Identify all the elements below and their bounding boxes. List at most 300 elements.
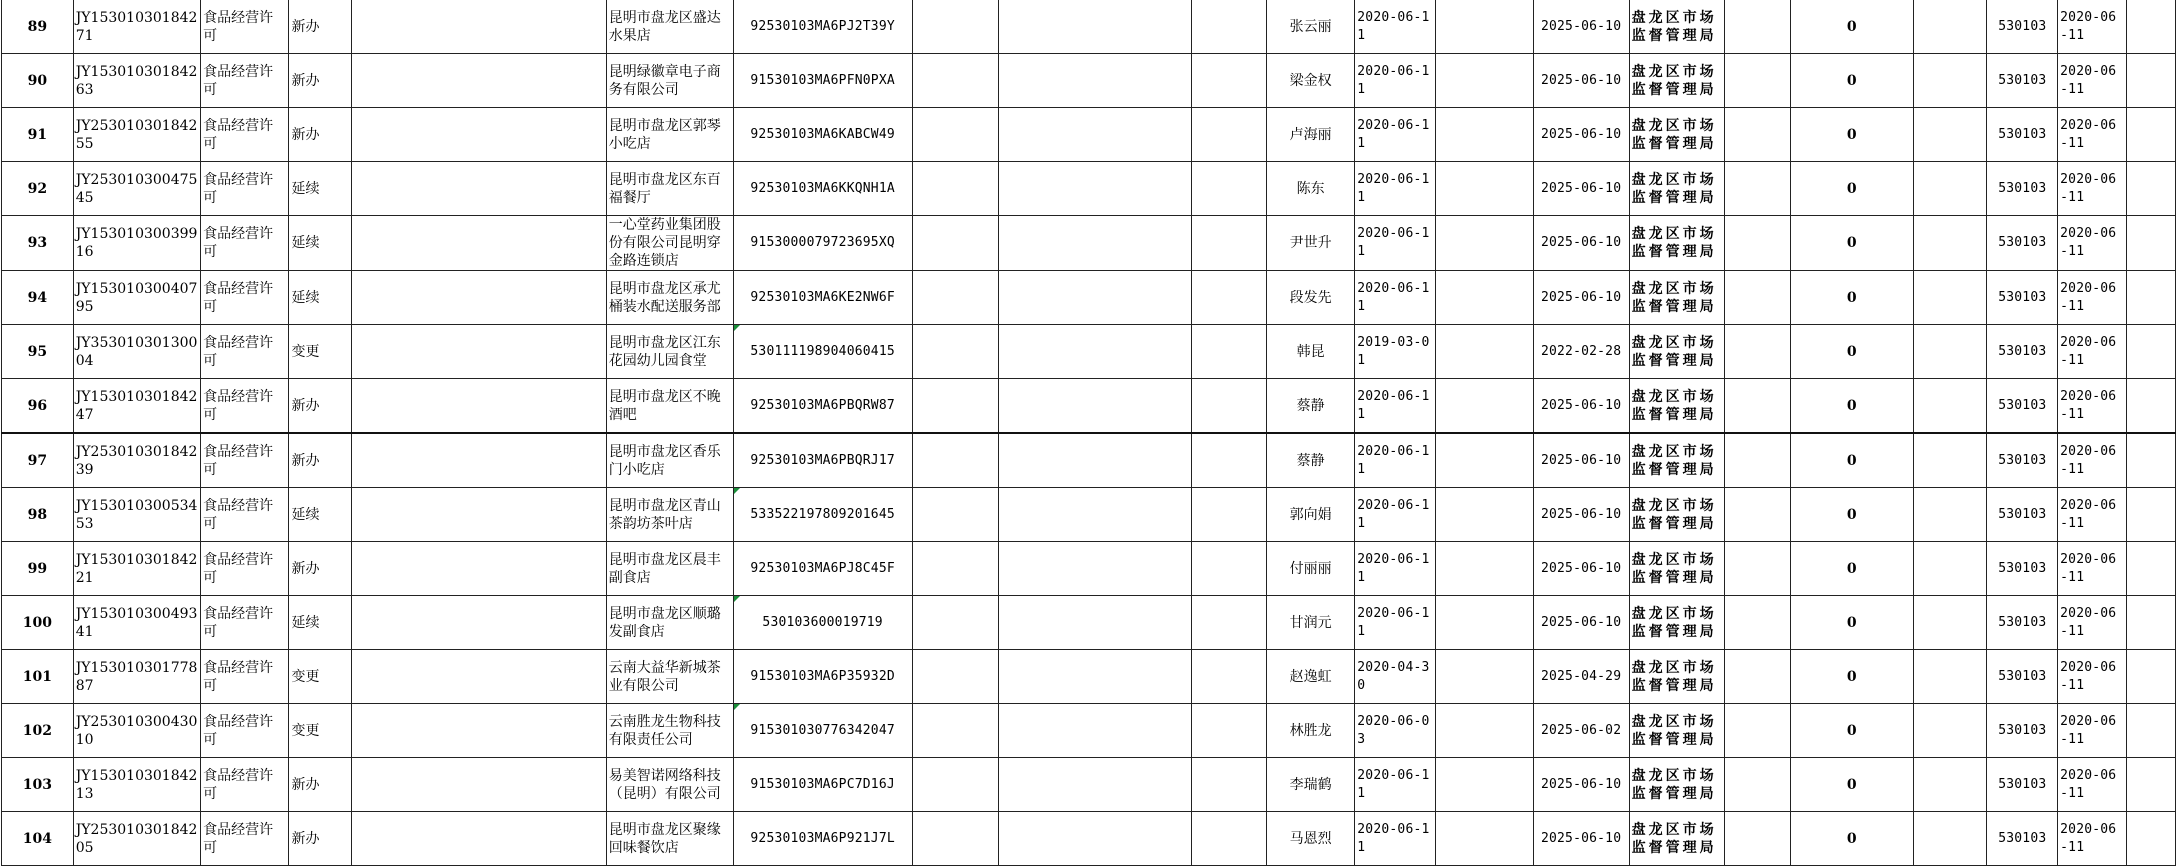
blank-cell[interactable] xyxy=(912,542,998,596)
valid-from-cell[interactable]: 2020-06-11 xyxy=(1355,542,1435,596)
blank-cell[interactable] xyxy=(998,325,1191,379)
blank-cell[interactable] xyxy=(912,650,998,704)
blank-cell[interactable] xyxy=(912,704,998,758)
status-cell[interactable]: 0 xyxy=(1790,379,1913,434)
blank-cell[interactable] xyxy=(1724,812,1790,866)
blank-cell[interactable] xyxy=(2126,271,2175,325)
blank-cell[interactable] xyxy=(1914,650,1987,704)
credit-code-cell[interactable]: 533522197809201645 xyxy=(733,488,912,542)
authority-cell[interactable]: 盘龙区市场监督管理局 xyxy=(1629,488,1724,542)
company-cell[interactable]: 昆明市盘龙区郭琴小吃店 xyxy=(606,108,733,162)
blank-cell[interactable] xyxy=(2126,542,2175,596)
blank-cell[interactable] xyxy=(1191,758,1266,812)
action-cell[interactable]: 延续 xyxy=(289,488,352,542)
valid-to-cell[interactable]: 2025-06-10 xyxy=(1533,488,1629,542)
credit-code-cell[interactable]: 530103600019719 xyxy=(733,596,912,650)
blank-cell[interactable] xyxy=(352,379,606,434)
blank-cell[interactable] xyxy=(1724,433,1790,488)
action-cell[interactable]: 变更 xyxy=(289,704,352,758)
blank-cell[interactable] xyxy=(2126,488,2175,542)
blank-cell[interactable] xyxy=(1435,542,1533,596)
seq-cell[interactable]: 96 xyxy=(2,379,74,434)
blank-cell[interactable] xyxy=(2126,162,2175,216)
blank-cell[interactable] xyxy=(1191,108,1266,162)
authority-cell[interactable]: 盘龙区市场监督管理局 xyxy=(1629,271,1724,325)
blank-cell[interactable] xyxy=(912,271,998,325)
category-cell[interactable]: 食品经营许可 xyxy=(201,0,289,54)
seq-cell[interactable]: 95 xyxy=(2,325,74,379)
permit-no-cell[interactable]: JY15301030040795 xyxy=(73,271,200,325)
authority-cell[interactable]: 盘龙区市场监督管理局 xyxy=(1629,812,1724,866)
person-cell[interactable]: 蔡静 xyxy=(1266,433,1354,488)
category-cell[interactable]: 食品经营许可 xyxy=(201,488,289,542)
valid-from-cell[interactable]: 2020-06-03 xyxy=(1355,704,1435,758)
valid-to-cell[interactable]: 2025-06-10 xyxy=(1533,379,1629,434)
region-cell[interactable]: 530103 xyxy=(1987,271,2058,325)
company-cell[interactable]: 昆明市盘龙区盛达水果店 xyxy=(606,0,733,54)
blank-cell[interactable] xyxy=(352,433,606,488)
region-cell[interactable]: 530103 xyxy=(1987,542,2058,596)
date-cell[interactable]: 2020-06-11 xyxy=(2058,812,2127,866)
blank-cell[interactable] xyxy=(1435,758,1533,812)
seq-cell[interactable]: 100 xyxy=(2,596,74,650)
permit-no-cell[interactable]: JY15301030184213 xyxy=(73,758,200,812)
action-cell[interactable]: 延续 xyxy=(289,271,352,325)
blank-cell[interactable] xyxy=(912,379,998,434)
blank-cell[interactable] xyxy=(912,162,998,216)
region-cell[interactable]: 530103 xyxy=(1987,650,2058,704)
date-cell[interactable]: 2020-06-11 xyxy=(2058,379,2127,434)
blank-cell[interactable] xyxy=(1191,379,1266,434)
valid-from-cell[interactable]: 2020-06-11 xyxy=(1355,162,1435,216)
date-cell[interactable]: 2020-06-11 xyxy=(2058,596,2127,650)
blank-cell[interactable] xyxy=(998,433,1191,488)
blank-cell[interactable] xyxy=(352,325,606,379)
blank-cell[interactable] xyxy=(912,596,998,650)
status-cell[interactable]: 0 xyxy=(1790,758,1913,812)
blank-cell[interactable] xyxy=(998,812,1191,866)
credit-code-cell[interactable]: 92530103MA6PJ2T39Y xyxy=(733,0,912,54)
blank-cell[interactable] xyxy=(1435,162,1533,216)
blank-cell[interactable] xyxy=(352,271,606,325)
category-cell[interactable]: 食品经营许可 xyxy=(201,216,289,271)
category-cell[interactable]: 食品经营许可 xyxy=(201,108,289,162)
blank-cell[interactable] xyxy=(1191,54,1266,108)
blank-cell[interactable] xyxy=(912,812,998,866)
blank-cell[interactable] xyxy=(1914,54,1987,108)
blank-cell[interactable] xyxy=(1435,596,1533,650)
valid-to-cell[interactable]: 2025-06-10 xyxy=(1533,433,1629,488)
blank-cell[interactable] xyxy=(352,812,606,866)
blank-cell[interactable] xyxy=(352,216,606,271)
company-cell[interactable]: 昆明市盘龙区晨丰副食店 xyxy=(606,542,733,596)
blank-cell[interactable] xyxy=(998,758,1191,812)
company-cell[interactable]: 云南胜龙生物科技有限责任公司 xyxy=(606,704,733,758)
blank-cell[interactable] xyxy=(2126,758,2175,812)
blank-cell[interactable] xyxy=(912,108,998,162)
person-cell[interactable]: 陈东 xyxy=(1266,162,1354,216)
blank-cell[interactable] xyxy=(352,108,606,162)
valid-from-cell[interactable]: 2020-06-11 xyxy=(1355,433,1435,488)
permit-no-cell[interactable]: JY15301030184263 xyxy=(73,54,200,108)
valid-to-cell[interactable]: 2025-06-10 xyxy=(1533,54,1629,108)
seq-cell[interactable]: 102 xyxy=(2,704,74,758)
valid-to-cell[interactable]: 2025-04-29 xyxy=(1533,650,1629,704)
blank-cell[interactable] xyxy=(1914,542,1987,596)
permit-no-cell[interactable]: JY15301030184247 xyxy=(73,379,200,434)
category-cell[interactable]: 食品经营许可 xyxy=(201,596,289,650)
blank-cell[interactable] xyxy=(1724,650,1790,704)
permit-no-cell[interactable]: JY35301030130004 xyxy=(73,325,200,379)
date-cell[interactable]: 2020-06-11 xyxy=(2058,108,2127,162)
seq-cell[interactable]: 101 xyxy=(2,650,74,704)
status-cell[interactable]: 0 xyxy=(1790,542,1913,596)
authority-cell[interactable]: 盘龙区市场监督管理局 xyxy=(1629,325,1724,379)
blank-cell[interactable] xyxy=(912,0,998,54)
permit-no-cell[interactable]: JY15301030184221 xyxy=(73,542,200,596)
blank-cell[interactable] xyxy=(998,596,1191,650)
blank-cell[interactable] xyxy=(1914,162,1987,216)
blank-cell[interactable] xyxy=(1191,216,1266,271)
person-cell[interactable]: 梁金权 xyxy=(1266,54,1354,108)
person-cell[interactable]: 李瑞鹤 xyxy=(1266,758,1354,812)
blank-cell[interactable] xyxy=(1914,216,1987,271)
category-cell[interactable]: 食品经营许可 xyxy=(201,704,289,758)
authority-cell[interactable]: 盘龙区市场监督管理局 xyxy=(1629,379,1724,434)
blank-cell[interactable] xyxy=(1191,325,1266,379)
authority-cell[interactable]: 盘龙区市场监督管理局 xyxy=(1629,650,1724,704)
valid-to-cell[interactable]: 2025-06-10 xyxy=(1533,0,1629,54)
blank-cell[interactable] xyxy=(352,54,606,108)
blank-cell[interactable] xyxy=(1435,433,1533,488)
date-cell[interactable]: 2020-06-11 xyxy=(2058,162,2127,216)
category-cell[interactable]: 食品经营许可 xyxy=(201,812,289,866)
blank-cell[interactable] xyxy=(912,433,998,488)
status-cell[interactable]: 0 xyxy=(1790,650,1913,704)
action-cell[interactable]: 新办 xyxy=(289,0,352,54)
date-cell[interactable]: 2020-06-11 xyxy=(2058,0,2127,54)
valid-from-cell[interactable]: 2020-06-11 xyxy=(1355,488,1435,542)
blank-cell[interactable] xyxy=(352,758,606,812)
blank-cell[interactable] xyxy=(1435,325,1533,379)
company-cell[interactable]: 昆明绿徽章电子商务有限公司 xyxy=(606,54,733,108)
date-cell[interactable]: 2020-06-11 xyxy=(2058,54,2127,108)
action-cell[interactable]: 新办 xyxy=(289,812,352,866)
blank-cell[interactable] xyxy=(1435,704,1533,758)
valid-from-cell[interactable]: 2020-06-11 xyxy=(1355,54,1435,108)
valid-to-cell[interactable]: 2025-06-10 xyxy=(1533,596,1629,650)
authority-cell[interactable]: 盘龙区市场监督管理局 xyxy=(1629,542,1724,596)
category-cell[interactable]: 食品经营许可 xyxy=(201,271,289,325)
authority-cell[interactable]: 盘龙区市场监督管理局 xyxy=(1629,704,1724,758)
company-cell[interactable]: 昆明市盘龙区青山茶韵坊茶叶店 xyxy=(606,488,733,542)
credit-code-cell[interactable]: 92530103MA6PJ8C45F xyxy=(733,542,912,596)
credit-code-cell[interactable]: 92530103MA6PBQRJ17 xyxy=(733,433,912,488)
blank-cell[interactable] xyxy=(2126,433,2175,488)
blank-cell[interactable] xyxy=(352,596,606,650)
blank-cell[interactable] xyxy=(1724,0,1790,54)
seq-cell[interactable]: 94 xyxy=(2,271,74,325)
blank-cell[interactable] xyxy=(1191,433,1266,488)
action-cell[interactable]: 新办 xyxy=(289,758,352,812)
person-cell[interactable]: 尹世升 xyxy=(1266,216,1354,271)
valid-to-cell[interactable]: 2025-06-10 xyxy=(1533,216,1629,271)
status-cell[interactable]: 0 xyxy=(1790,433,1913,488)
blank-cell[interactable] xyxy=(912,758,998,812)
permit-no-cell[interactable]: JY25301030043010 xyxy=(73,704,200,758)
region-cell[interactable]: 530103 xyxy=(1987,325,2058,379)
valid-to-cell[interactable]: 2022-02-28 xyxy=(1533,325,1629,379)
person-cell[interactable]: 段发先 xyxy=(1266,271,1354,325)
status-cell[interactable]: 0 xyxy=(1790,162,1913,216)
region-cell[interactable]: 530103 xyxy=(1987,433,2058,488)
seq-cell[interactable]: 89 xyxy=(2,0,74,54)
blank-cell[interactable] xyxy=(998,216,1191,271)
seq-cell[interactable]: 91 xyxy=(2,108,74,162)
valid-to-cell[interactable]: 2025-06-10 xyxy=(1533,542,1629,596)
company-cell[interactable]: 昆明市盘龙区顺璐发副食店 xyxy=(606,596,733,650)
action-cell[interactable]: 新办 xyxy=(289,433,352,488)
region-cell[interactable]: 530103 xyxy=(1987,216,2058,271)
blank-cell[interactable] xyxy=(352,0,606,54)
status-cell[interactable]: 0 xyxy=(1790,488,1913,542)
region-cell[interactable]: 530103 xyxy=(1987,54,2058,108)
company-cell[interactable]: 易美智诺网络科技（昆明）有限公司 xyxy=(606,758,733,812)
blank-cell[interactable] xyxy=(352,488,606,542)
authority-cell[interactable]: 盘龙区市场监督管理局 xyxy=(1629,108,1724,162)
blank-cell[interactable] xyxy=(1724,54,1790,108)
blank-cell[interactable] xyxy=(998,650,1191,704)
authority-cell[interactable]: 盘龙区市场监督管理局 xyxy=(1629,0,1724,54)
seq-cell[interactable]: 98 xyxy=(2,488,74,542)
valid-from-cell[interactable]: 2020-06-11 xyxy=(1355,108,1435,162)
blank-cell[interactable] xyxy=(1724,758,1790,812)
blank-cell[interactable] xyxy=(2126,0,2175,54)
category-cell[interactable]: 食品经营许可 xyxy=(201,433,289,488)
company-cell[interactable]: 昆明市盘龙区承尤桶装水配送服务部 xyxy=(606,271,733,325)
blank-cell[interactable] xyxy=(1191,271,1266,325)
credit-code-cell[interactable]: 91530103MA6PFN0PXA xyxy=(733,54,912,108)
action-cell[interactable]: 新办 xyxy=(289,54,352,108)
action-cell[interactable]: 新办 xyxy=(289,379,352,434)
blank-cell[interactable] xyxy=(1724,108,1790,162)
status-cell[interactable]: 0 xyxy=(1790,54,1913,108)
blank-cell[interactable] xyxy=(2126,108,2175,162)
seq-cell[interactable]: 97 xyxy=(2,433,74,488)
blank-cell[interactable] xyxy=(912,488,998,542)
permit-no-cell[interactable]: JY15301030184271 xyxy=(73,0,200,54)
valid-to-cell[interactable]: 2025-06-10 xyxy=(1533,812,1629,866)
person-cell[interactable]: 郭向娟 xyxy=(1266,488,1354,542)
credit-code-cell[interactable]: 9153000079723695XQ xyxy=(733,216,912,271)
blank-cell[interactable] xyxy=(1191,812,1266,866)
person-cell[interactable]: 甘润元 xyxy=(1266,596,1354,650)
person-cell[interactable]: 张云丽 xyxy=(1266,0,1354,54)
credit-code-cell[interactable]: 92530103MA6KABCW49 xyxy=(733,108,912,162)
credit-code-cell[interactable]: 92530103MA6P921J7L xyxy=(733,812,912,866)
blank-cell[interactable] xyxy=(1914,758,1987,812)
credit-code-cell[interactable]: 92530103MA6PBQRW87 xyxy=(733,379,912,434)
seq-cell[interactable]: 104 xyxy=(2,812,74,866)
region-cell[interactable]: 530103 xyxy=(1987,596,2058,650)
blank-cell[interactable] xyxy=(912,54,998,108)
blank-cell[interactable] xyxy=(1435,216,1533,271)
blank-cell[interactable] xyxy=(2126,54,2175,108)
blank-cell[interactable] xyxy=(1724,542,1790,596)
company-cell[interactable]: 昆明市盘龙区聚缘回味餐饮店 xyxy=(606,812,733,866)
authority-cell[interactable]: 盘龙区市场监督管理局 xyxy=(1629,433,1724,488)
blank-cell[interactable] xyxy=(998,488,1191,542)
date-cell[interactable]: 2020-06-11 xyxy=(2058,433,2127,488)
status-cell[interactable]: 0 xyxy=(1790,325,1913,379)
action-cell[interactable]: 新办 xyxy=(289,542,352,596)
blank-cell[interactable] xyxy=(352,542,606,596)
blank-cell[interactable] xyxy=(2126,704,2175,758)
credit-code-cell[interactable]: 91530103MA6P35932D xyxy=(733,650,912,704)
category-cell[interactable]: 食品经营许可 xyxy=(201,379,289,434)
person-cell[interactable]: 林胜龙 xyxy=(1266,704,1354,758)
company-cell[interactable]: 昆明市盘龙区江东花园幼儿园食堂 xyxy=(606,325,733,379)
date-cell[interactable]: 2020-06-11 xyxy=(2058,325,2127,379)
valid-from-cell[interactable]: 2019-03-01 xyxy=(1355,325,1435,379)
blank-cell[interactable] xyxy=(1435,379,1533,434)
region-cell[interactable]: 530103 xyxy=(1987,0,2058,54)
blank-cell[interactable] xyxy=(2126,812,2175,866)
blank-cell[interactable] xyxy=(1191,0,1266,54)
blank-cell[interactable] xyxy=(1435,54,1533,108)
category-cell[interactable]: 食品经营许可 xyxy=(201,54,289,108)
blank-cell[interactable] xyxy=(1914,325,1987,379)
permit-no-cell[interactable]: JY15301030053453 xyxy=(73,488,200,542)
company-cell[interactable]: 昆明市盘龙区香乐门小吃店 xyxy=(606,433,733,488)
seq-cell[interactable]: 99 xyxy=(2,542,74,596)
blank-cell[interactable] xyxy=(1724,704,1790,758)
status-cell[interactable]: 0 xyxy=(1790,108,1913,162)
status-cell[interactable]: 0 xyxy=(1790,0,1913,54)
region-cell[interactable]: 530103 xyxy=(1987,162,2058,216)
category-cell[interactable]: 食品经营许可 xyxy=(201,325,289,379)
category-cell[interactable]: 食品经营许可 xyxy=(201,650,289,704)
blank-cell[interactable] xyxy=(1724,271,1790,325)
company-cell[interactable]: 云南大益华新城茶业有限公司 xyxy=(606,650,733,704)
region-cell[interactable]: 530103 xyxy=(1987,108,2058,162)
valid-to-cell[interactable]: 2025-06-10 xyxy=(1533,162,1629,216)
seq-cell[interactable]: 93 xyxy=(2,216,74,271)
blank-cell[interactable] xyxy=(998,108,1191,162)
permit-no-cell[interactable]: JY15301030177887 xyxy=(73,650,200,704)
blank-cell[interactable] xyxy=(998,54,1191,108)
person-cell[interactable]: 蔡静 xyxy=(1266,379,1354,434)
status-cell[interactable]: 0 xyxy=(1790,704,1913,758)
credit-code-cell[interactable]: 92530103MA6KKQNH1A xyxy=(733,162,912,216)
blank-cell[interactable] xyxy=(2126,325,2175,379)
region-cell[interactable]: 530103 xyxy=(1987,379,2058,434)
status-cell[interactable]: 0 xyxy=(1790,216,1913,271)
blank-cell[interactable] xyxy=(1914,488,1987,542)
valid-from-cell[interactable]: 2020-06-11 xyxy=(1355,596,1435,650)
valid-to-cell[interactable]: 2025-06-10 xyxy=(1533,108,1629,162)
status-cell[interactable]: 0 xyxy=(1790,271,1913,325)
valid-to-cell[interactable]: 2025-06-10 xyxy=(1533,271,1629,325)
valid-to-cell[interactable]: 2025-06-10 xyxy=(1533,758,1629,812)
permit-no-cell[interactable]: JY25301030047545 xyxy=(73,162,200,216)
credit-code-cell[interactable]: 92530103MA6KE2NW6F xyxy=(733,271,912,325)
permit-no-cell[interactable]: JY25301030184255 xyxy=(73,108,200,162)
category-cell[interactable]: 食品经营许可 xyxy=(201,542,289,596)
authority-cell[interactable]: 盘龙区市场监督管理局 xyxy=(1629,162,1724,216)
blank-cell[interactable] xyxy=(998,379,1191,434)
valid-from-cell[interactable]: 2020-06-11 xyxy=(1355,0,1435,54)
action-cell[interactable]: 延续 xyxy=(289,216,352,271)
blank-cell[interactable] xyxy=(1191,542,1266,596)
company-cell[interactable]: 一心堂药业集团股份有限公司昆明穿金路连锁店 xyxy=(606,216,733,271)
blank-cell[interactable] xyxy=(1724,488,1790,542)
company-cell[interactable]: 昆明市盘龙区东百福餐厅 xyxy=(606,162,733,216)
date-cell[interactable]: 2020-06-11 xyxy=(2058,542,2127,596)
blank-cell[interactable] xyxy=(1435,488,1533,542)
blank-cell[interactable] xyxy=(352,162,606,216)
permit-no-cell[interactable]: JY15301030039916 xyxy=(73,216,200,271)
seq-cell[interactable]: 90 xyxy=(2,54,74,108)
authority-cell[interactable]: 盘龙区市场监督管理局 xyxy=(1629,596,1724,650)
blank-cell[interactable] xyxy=(1914,0,1987,54)
blank-cell[interactable] xyxy=(912,216,998,271)
blank-cell[interactable] xyxy=(912,325,998,379)
blank-cell[interactable] xyxy=(1914,379,1987,434)
status-cell[interactable]: 0 xyxy=(1790,596,1913,650)
blank-cell[interactable] xyxy=(1914,108,1987,162)
blank-cell[interactable] xyxy=(1914,704,1987,758)
category-cell[interactable]: 食品经营许可 xyxy=(201,758,289,812)
blank-cell[interactable] xyxy=(1191,596,1266,650)
company-cell[interactable]: 昆明市盘龙区不晚酒吧 xyxy=(606,379,733,434)
valid-from-cell[interactable]: 2020-06-11 xyxy=(1355,758,1435,812)
blank-cell[interactable] xyxy=(1724,379,1790,434)
blank-cell[interactable] xyxy=(1191,650,1266,704)
authority-cell[interactable]: 盘龙区市场监督管理局 xyxy=(1629,216,1724,271)
date-cell[interactable]: 2020-06-11 xyxy=(2058,488,2127,542)
blank-cell[interactable] xyxy=(1724,325,1790,379)
blank-cell[interactable] xyxy=(1435,650,1533,704)
permit-no-cell[interactable]: JY25301030184239 xyxy=(73,433,200,488)
blank-cell[interactable] xyxy=(1191,162,1266,216)
person-cell[interactable]: 赵逸虹 xyxy=(1266,650,1354,704)
blank-cell[interactable] xyxy=(998,704,1191,758)
blank-cell[interactable] xyxy=(1191,704,1266,758)
blank-cell[interactable] xyxy=(998,542,1191,596)
valid-from-cell[interactable]: 2020-04-30 xyxy=(1355,650,1435,704)
blank-cell[interactable] xyxy=(2126,596,2175,650)
credit-code-cell[interactable]: 91530103MA6PC7D16J xyxy=(733,758,912,812)
authority-cell[interactable]: 盘龙区市场监督管理局 xyxy=(1629,54,1724,108)
blank-cell[interactable] xyxy=(1914,271,1987,325)
status-cell[interactable]: 0 xyxy=(1790,812,1913,866)
date-cell[interactable]: 2020-06-11 xyxy=(2058,650,2127,704)
action-cell[interactable]: 延续 xyxy=(289,596,352,650)
blank-cell[interactable] xyxy=(2126,216,2175,271)
blank-cell[interactable] xyxy=(1914,596,1987,650)
region-cell[interactable]: 530103 xyxy=(1987,758,2058,812)
blank-cell[interactable] xyxy=(1724,596,1790,650)
blank-cell[interactable] xyxy=(352,704,606,758)
region-cell[interactable]: 530103 xyxy=(1987,812,2058,866)
blank-cell[interactable] xyxy=(1435,812,1533,866)
person-cell[interactable]: 韩昆 xyxy=(1266,325,1354,379)
date-cell[interactable]: 2020-06-11 xyxy=(2058,216,2127,271)
action-cell[interactable]: 变更 xyxy=(289,325,352,379)
blank-cell[interactable] xyxy=(1724,162,1790,216)
date-cell[interactable]: 2020-06-11 xyxy=(2058,704,2127,758)
